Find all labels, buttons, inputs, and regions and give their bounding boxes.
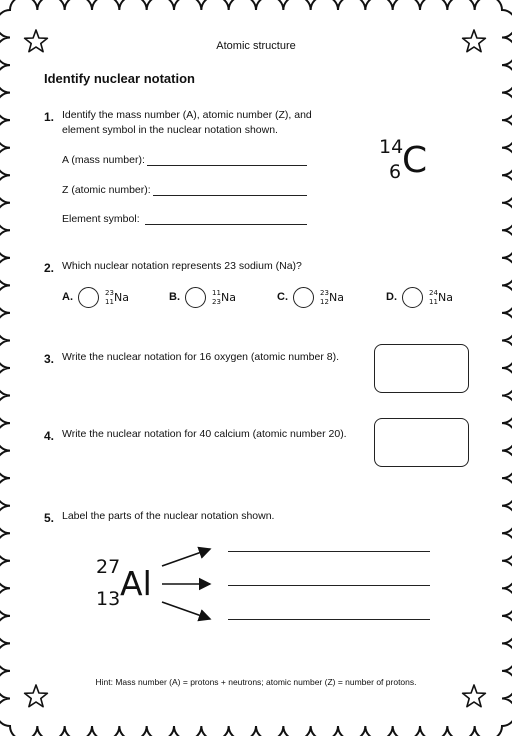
label-line-middle[interactable] [228,585,430,586]
q3-answer-box[interactable] [374,344,469,393]
option-1-letter: B. [169,291,180,303]
option-3-atomic-number: 11 [429,298,438,306]
option-3-symbol: Na [438,291,453,304]
option-0-symbol: Na [114,291,129,304]
question-4-text: Write the nuclear notation for 40 calcium (atomic number 20). [62,428,347,440]
question-2-text: Which nuclear notation represents 23 sodium (Na)? [62,260,302,272]
option-3-letter: D. [386,291,397,303]
atomic-number-label: Z (atomic number): [62,184,151,196]
option-0-letter: A. [62,291,73,303]
arrow-down [162,602,210,619]
option-2-atomic-number: 12 [320,298,329,306]
option-1-mass-number: 11 [212,289,221,297]
question-5-number: 5. [44,511,55,525]
carbon-atomic-number: 6 [389,161,402,183]
option-1-symbol: Na [221,291,236,304]
element-symbol-label: Element symbol: [62,213,140,225]
q4-answer-box[interactable] [374,418,469,467]
option-0-atomic-number: 11 [105,298,114,306]
option-1-atomic-number: 23 [212,298,221,306]
option-2-letter: C. [277,291,288,303]
aluminium-atomic-number: 13 [96,588,121,610]
option-1-notation [212,289,252,311]
carbon-nuclear-notation [376,136,436,186]
question-1-number: 1. [44,110,55,124]
option-3-radio[interactable] [402,287,423,308]
question-3-number: 3. [44,352,55,366]
question-3-text: Write the nuclear notation for 16 oxygen (atomic number 8). [62,351,340,363]
option-2-radio[interactable] [293,287,314,308]
hint-text: Hint: Mass number (A) = protons + neutrons; atomic number (Z) = number of protons. [95,677,417,687]
option-2-mass-number: 23 [320,289,329,297]
option-2-notation [320,289,360,311]
question-2-number: 2. [44,261,55,275]
option-3-notation [429,289,469,311]
mass-number-label: A (mass number): [62,154,145,166]
aluminium-symbol: Al [120,564,152,603]
aluminium-mass-number: 27 [96,556,121,578]
option-0-notation [105,289,145,311]
carbon-symbol: C [402,140,428,181]
element-symbol-answer-line[interactable] [145,224,307,225]
label-line-bottom[interactable] [228,619,430,620]
worksheet-title: Identify nuclear notation [44,71,195,86]
label-line-top[interactable] [228,551,430,552]
option-0-radio[interactable] [78,287,99,308]
question-5-text: Label the parts of the nuclear notation shown. [62,510,275,522]
carbon-mass-number: 14 [379,136,404,158]
atomic-number-answer-line[interactable] [153,195,307,196]
question-4-number: 4. [44,429,55,443]
page-header: Atomic structure [216,40,296,52]
star-icon-bottom-right [463,685,486,707]
option-0-mass-number: 23 [105,289,114,297]
arrow-up [162,549,210,566]
label-arrows [150,540,220,630]
star-icon-bottom-left [25,685,48,707]
mass-number-answer-line[interactable] [147,165,307,166]
question-1-text: Identify the mass number (A), atomic number (Z), and element symbol in the nuclear notation shown. [62,109,312,136]
option-3-mass-number: 24 [429,289,438,297]
option-1-radio[interactable] [185,287,206,308]
option-2-symbol: Na [329,291,344,304]
